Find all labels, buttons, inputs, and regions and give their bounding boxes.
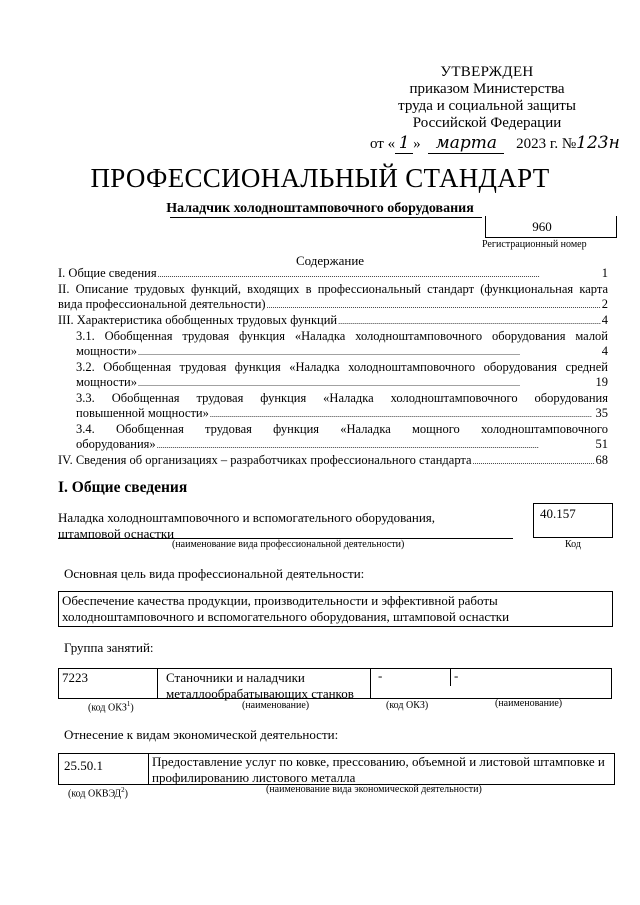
date-day: 1 [395,133,413,154]
toc-item-text: 3.3. Обобщенная трудовая функция «Наладка холодноштамповочного оборудования [76,391,608,405]
toc-heading: Содержание [295,253,365,268]
group-code: 7223 [62,670,88,685]
approval-line: Российской Федерации [412,115,562,131]
date-prefix: от « [370,136,396,152]
group-divider [157,668,158,698]
document-title: ПРОФЕССИОНАЛЬНЫЙ СТАНДАРТ [90,163,550,193]
activity-code-box [533,503,613,538]
group-code-2: - [378,668,383,683]
code-caption: Код [565,539,581,550]
toc-leader [138,375,595,391]
toc-item[interactable] [58,360,608,391]
toc-leader [158,266,601,282]
toc-leader [157,437,595,453]
toc-item-page: 51 [595,437,608,451]
toc-item-page: 4 [601,313,608,327]
group-divider [370,668,371,698]
group-label: Группа занятий: [64,640,154,655]
econ-caption-code: (код ОКВЭД$^2$) [68,786,128,800]
activity-caption: (наименование вида профессиональной деятельности) [172,539,405,550]
approval-date [370,133,620,154]
toc-item-text-cont: оборудования» [76,437,156,451]
toc-item-text: I. Общие сведения [58,266,157,280]
toc-item-page: 2 [601,297,608,311]
toc-item-text-cont: мощности» [76,375,137,389]
group-name-2: - [454,668,459,683]
toc-leader [138,344,601,360]
toc-item-text-cont: мощности» [76,344,137,358]
toc-item[interactable] [58,391,608,422]
approval-block [362,64,612,132]
approval-line: труда и социальной защиты [398,98,576,114]
toc-item-page: 4 [601,344,608,358]
date-month: марта [428,133,504,154]
toc-item-page: 1 [601,266,608,280]
approval-line: приказом Министерства [409,81,565,97]
toc-item[interactable] [58,453,608,469]
goal-text [62,593,607,625]
toc-leader [210,406,595,422]
econ-code: 25.50.1 [64,758,103,773]
subtitle-underline [170,217,482,218]
goal-text-line: холодноштамповочного и вспомогательного оборудования, штамповой оснастки [62,609,510,624]
econ-divider [148,753,149,784]
goal-text-line: Обеспечение качества продукции, производительности и эффективной работы [62,593,498,608]
econ-name [152,754,610,786]
toc-leader [267,297,601,313]
activity-name-line: штамповой оснастки [58,526,175,541]
goal-top-line [58,591,613,592]
registration-label: Регистрационный номер [482,239,587,250]
econ-label: Отнесение к видам экономической деятельности: [64,727,339,742]
goal-bottom-line [58,626,613,627]
econ-name-line: Предоставление услуг по ковке, прессованию, объемной и листовой штамповке и [152,754,605,769]
goal-label: Основная цель вида профессиональной деятельности: [64,566,365,581]
toc-item-text: III. Характеристика обобщенных трудовых функций [58,313,338,327]
toc-item-text-cont: повышенной мощности» [76,406,209,420]
goal-left-border [58,591,59,626]
date-mid: » [413,136,421,152]
toc-leader [338,313,601,329]
registration-number-box [485,216,617,238]
approval-heading: УТВЕРЖДЕН [440,64,534,80]
toc-item-page: 19 [595,375,608,389]
date-year: 2023 г. № [516,136,577,152]
toc-item-text: IV. Сведения об организациях – разработчиках профессионального стандарта [58,453,472,467]
econ-name-line: профилированию листового металла [152,770,356,785]
standard-name: Наладчик холодноштамповочного оборудования [166,201,474,216]
toc-item[interactable] [58,422,608,453]
group-caption-okz-2: (код ОКЗ) [386,700,429,711]
toc-item[interactable] [58,282,608,313]
table-of-contents [58,266,608,469]
econ-caption-name: (наименование вида экономической деятельности) [266,784,482,795]
toc-item-text: II. Описание трудовых функций, входящих в профессиональный стандарт (функциональная карта [58,282,608,296]
toc-item-text: 3.1. Обобщенная трудовая функция «Наладка холодноштамповочного оборудования малой [76,329,608,343]
section-heading: I. Общие сведения [58,479,188,496]
toc-item-text: 3.4. Обобщенная трудовая функция «Наладка мощного холодноштамповочного [76,422,608,436]
toc-leader [473,453,595,469]
group-divider [450,668,451,686]
goal-right-border [612,591,613,626]
toc-item-page: 35 [595,406,608,420]
group-caption-okz: (код ОКЗ$^1$) [88,700,134,714]
activity-code: 40.157 [540,506,576,521]
activity-name-line: Наладка холодноштамповочного и вспомогательного оборудования, [58,510,436,525]
toc-item-text: 3.2. Обобщенная трудовая функция «Наладка холодноштамповочного оборудования средней [76,360,608,374]
group-name [166,670,366,702]
toc-item-text-cont: вида профессиональной деятельности) [58,297,266,311]
toc-item[interactable] [58,266,608,282]
group-name-line: металлообрабатывающих станков [166,686,354,701]
toc-item[interactable] [58,313,608,329]
toc-item-page: 68 [595,453,608,467]
group-caption-name-2: (наименование) [495,698,563,709]
order-number: 123н [576,133,620,153]
group-name-line: Станочники и наладчики [166,670,305,685]
group-caption-name: (наименование) [242,700,310,711]
registration-number: 960 [532,219,552,234]
toc-item[interactable] [58,329,608,360]
